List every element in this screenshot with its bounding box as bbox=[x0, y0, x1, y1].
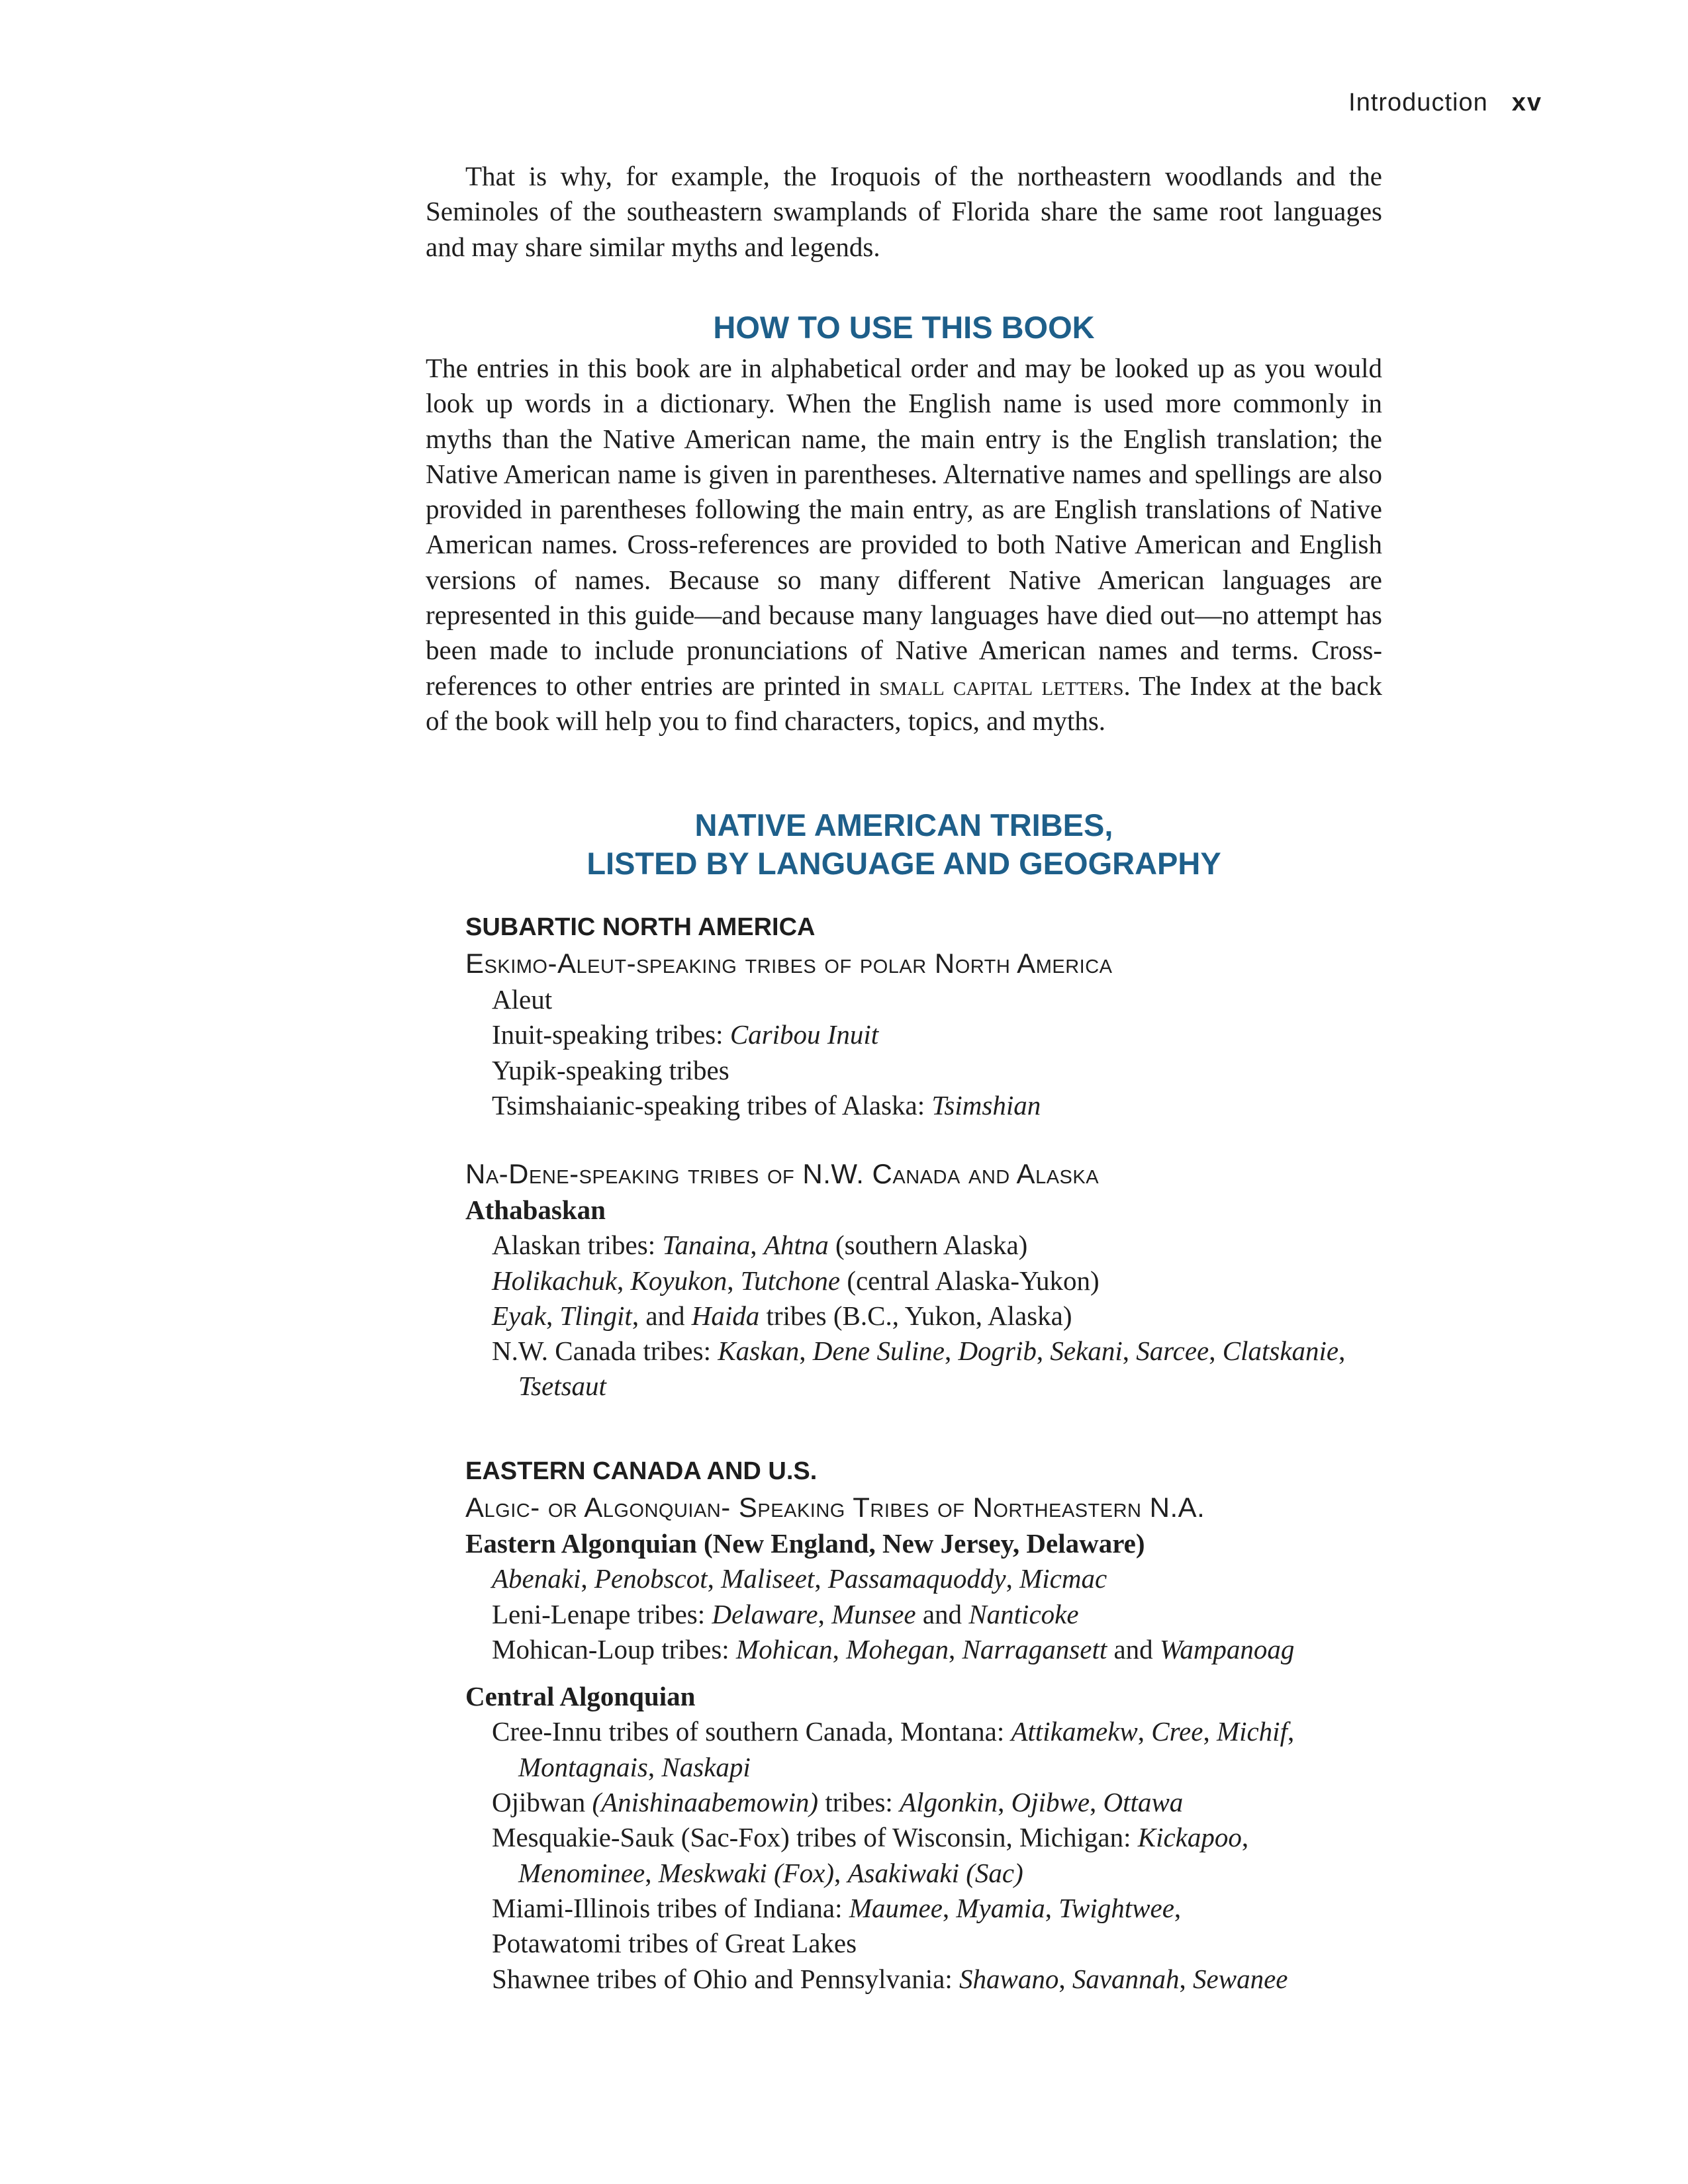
eastern-section bbox=[465, 1453, 1392, 1997]
small-caps-example: small capital letters bbox=[879, 670, 1124, 701]
intro-paragraph: That is why, for example, the Iroquois of the northeastern woodlands and the Seminoles of the southeastern swamplands of Florida share the same root languages and may share similar myths and legends. bbox=[426, 161, 1382, 262]
list-item: Abenaki, Penobscot, Maliseet, Passamaquoddy, Micmac bbox=[492, 1563, 1107, 1594]
list-item: N.W. Canada tribes: Kaskan, Dene Suline, Dogrib, Sekani, Sarcee, Clatskanie, bbox=[492, 1336, 1346, 1367]
language-family: Algic- or Algonquian- Speaking Tribes of Northeastern N.A. bbox=[465, 1492, 1205, 1523]
list-item: Eyak, Tlingit, and Haida tribes (B.C., Yukon, Alaska) bbox=[492, 1300, 1072, 1331]
language-group: Athabaskan bbox=[465, 1195, 606, 1225]
list-item: Ojibwan (Anishinaabemowin) tribes: Algonkin, Ojibwe, Ottawa bbox=[492, 1787, 1184, 1818]
how-to-section bbox=[426, 308, 1382, 739]
region-heading: EASTERN CANADA AND U.S. bbox=[465, 1457, 818, 1485]
list-item: Potawatomi tribes of Great Lakes bbox=[492, 1928, 857, 1959]
list-item: Leni-Lenape tribes: Delaware, Munsee and Nanticoke bbox=[492, 1598, 1079, 1629]
page-number: xv bbox=[1511, 89, 1542, 116]
how-to-paragraph bbox=[426, 351, 1382, 739]
running-head bbox=[1348, 89, 1542, 117]
how-to-text-2: . The Index at the back of the book will help you to find characters, topics, and myths. bbox=[426, 670, 1382, 736]
nadene-section bbox=[465, 1156, 1392, 1404]
subarctic-section bbox=[465, 909, 1392, 1123]
list-item: Shawnee tribes of Ohio and Pennsylvania: Shawano, Savannah, Sewanee bbox=[492, 1963, 1288, 1994]
running-head-section: Introduction bbox=[1348, 89, 1488, 116]
tribes-heading-line-2: LISTED BY LANGUAGE AND GEOGRAPHY bbox=[586, 846, 1221, 881]
how-to-text-1: The entries in this book are in alphabetical order and may be looked up as you would look up words in a dictionary. When the English name is used more commonly in myths than the Native American name, the main entry is the English translation; the Native American name is given in parentheses. Alternative names and spellings are also provided in parentheses following the main entry, as are English translations of Native American names. Cross-references are provided to both Native American and English versions of names. Because so many different Native American languages are represented in this guide—and because many languages have died out—no attempt has been made to include pronunciations of Native American names and terms. Cross-references to other entries are printed in bbox=[426, 353, 1382, 701]
how-to-heading: HOW TO USE THIS BOOK bbox=[713, 310, 1095, 345]
list-item: Aleut bbox=[492, 984, 553, 1015]
list-item-continuation: Montagnais, Naskapi bbox=[518, 1751, 751, 1782]
list-item-continuation: Menominee, Meskwaki (Fox), Asakiwaki (Sac) bbox=[518, 1857, 1023, 1888]
list-item: Miami-Illinois tribes of Indiana: Maumee, Myamia, Twightwee, bbox=[492, 1892, 1182, 1923]
list-item: Holikachuk, Koyukon, Tutchone (central Alaska-Yukon) bbox=[492, 1265, 1100, 1296]
language-group: Central Algonquian bbox=[465, 1681, 696, 1712]
list-item: Yupik-speaking tribes bbox=[492, 1054, 729, 1085]
list-item-continuation: Tsetsaut bbox=[518, 1371, 606, 1402]
list-item: Alaskan tribes: Tanaina, Ahtna (southern Alaska) bbox=[492, 1230, 1028, 1261]
list-item: Mesquakie-Sauk (Sac-Fox) tribes of Wisconsin, Michigan: Kickapoo, bbox=[492, 1822, 1249, 1853]
list-item: Inuit-speaking tribes: Caribou Inuit bbox=[492, 1019, 879, 1050]
tribes-heading-line-1: NATIVE AMERICAN TRIBES, bbox=[694, 807, 1113, 842]
list-item: Cree-Innu tribes of southern Canada, Montana: Attikamekw, Cree, Michif, bbox=[492, 1716, 1295, 1747]
list-item: Tsimshaianic-speaking tribes of Alaska: Tsimshian bbox=[492, 1089, 1041, 1120]
tribes-heading-block bbox=[426, 806, 1382, 883]
list-item: Mohican-Loup tribes: Mohican, Mohegan, Narragansett and Wampanoag bbox=[492, 1633, 1295, 1664]
region-heading: SUBARTIC NORTH AMERICA bbox=[465, 913, 816, 941]
language-group: Eastern Algonquian (New England, New Jersey, Delaware) bbox=[465, 1528, 1145, 1559]
language-family: Eskimo-Aleut-speaking tribes of polar North America bbox=[465, 948, 1113, 979]
intro-block bbox=[426, 159, 1382, 265]
language-family: Na-Dene-speaking tribes of N.W. Canada and Alaska bbox=[465, 1158, 1100, 1189]
